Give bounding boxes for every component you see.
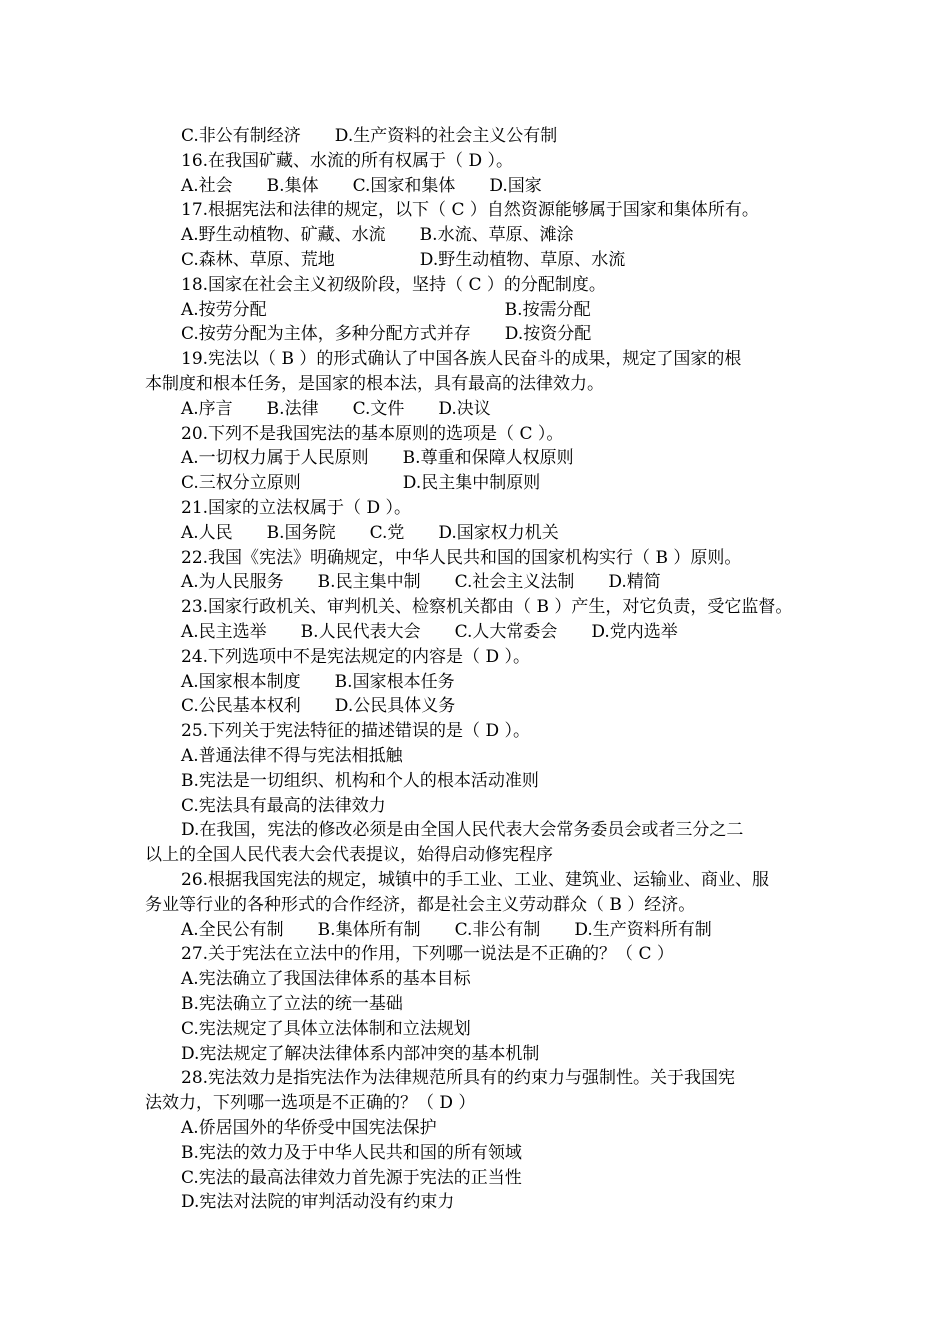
text-line: A.为人民服务 B.民主集中制 C.社会主义法制 D.精简 — [181, 572, 661, 593]
text-line: 21.国家的立法权属于（ D ）。 — [181, 498, 411, 518]
text-line: A.社会 B.集体 C.国家和集体 D.国家 — [181, 175, 542, 196]
text-line: D.宪法对法院的审判活动没有约束力 — [181, 1192, 455, 1213]
text-line: 16.在我国矿藏、水流的所有权属于（ D ）。 — [181, 150, 513, 171]
text-line: 17.根据宪法和法律的规定，以下（ C ）自然资源能够属于国家和集体所有。 — [181, 200, 759, 221]
text-line: C.按劳分配为主体，多种分配方式并存 D.按资分配 — [181, 324, 592, 345]
text-line: 25.下列关于宪法特征的描述错误的是（ D ）。 — [181, 721, 530, 742]
text-line: 24.下列选项中不是宪法规定的内容是（ D ）。 — [181, 646, 530, 667]
text-line: A.侨居国外的华侨受中国宪法保护 — [181, 1118, 437, 1138]
text-line: A.野生动植物、矿藏、水流 B.水流、草原、滩涂 — [181, 225, 574, 246]
text-line: 22.我国《宪法》明确规定，中华人民共和国的国家机构实行（ B ）原则。 — [181, 547, 742, 568]
text-line: B.宪法是一切组织、机构和个人的根本活动准则 — [181, 770, 539, 791]
text-line: A.序言 B.法律 C.文件 D.决议 — [181, 398, 491, 419]
text-line: 以上的全国人民代表大会代表提议，始得启动修宪程序 — [145, 845, 553, 866]
text-line: A.宪法确立了我国法律体系的基本目标 — [181, 969, 471, 990]
text-line: 23.国家行政机关、审判机关、检察机关都由（ B ）产生，对它负责，受它监督。 — [181, 597, 793, 618]
text-line: 19.宪法以（ B ）的形式确认了中国各族人民奋斗的成果，规定了国家的根 — [181, 349, 742, 370]
text-line: A.全民公有制 B.集体所有制 C.非公有制 D.生产资料所有制 — [181, 919, 712, 940]
text-line: 26.根据我国宪法的规定，城镇中的手工业、工业、建筑业、运输业、商业、服 — [181, 870, 770, 890]
text-line: A.一切权力属于人民原则 B.尊重和保障人权原则 — [181, 448, 574, 469]
text-line: D.宪法规定了解决法律体系内部冲突的基本机制 — [181, 1043, 540, 1064]
text-line: 法效力，下列哪一选项是不正确的？（ D ） — [145, 1093, 476, 1114]
text-line: 18.国家在社会主义初级阶段，坚持（ C ）的分配制度。 — [181, 274, 606, 295]
text-line: A.国家根本制度 B.国家根本任务 — [181, 671, 455, 692]
text-line: A.人民 B.国务院 C.党 D.国家权力机关 — [181, 522, 559, 543]
text-line: C.森林、草原、荒地 D.野生动植物、草原、水流 — [181, 250, 626, 270]
text-line: A.普通法律不得与宪法相抵触 — [181, 746, 403, 766]
text-line: 本制度和根本任务，是国家的根本法，具有最高的法律效力。 — [145, 374, 604, 394]
text-line: C.宪法的最高法律效力首先源于宪法的正当性 — [181, 1167, 522, 1188]
text-line: 27.关于宪法在立法中的作用，下列哪一说法是不正确的？（ C ） — [181, 944, 674, 965]
text-line: 28.宪法效力是指宪法作为法律规范所具有的约束力与强制性。关于我国宪 — [181, 1068, 736, 1089]
text-line: B.宪法确立了立法的统一基础 — [181, 994, 403, 1014]
text-line: A.民主选举 B.人民代表大会 C.人大常委会 D.党内选举 — [181, 622, 678, 642]
text-line: D.在我国，宪法的修改必须是由全国人民代表大会常务委员会或者三分之二 — [181, 820, 744, 841]
text-line: C.宪法具有最高的法律效力 — [181, 795, 386, 816]
text-line: C.三权分立原则 D.民主集中制原则 — [181, 473, 541, 494]
text-line: 务业等行业的各种形式的合作经济，都是社会主义劳动群众（ B ）经济。 — [145, 894, 696, 915]
text-line: 20.下列不是我国宪法的基本原则的选项是（ C ）。 — [181, 423, 564, 444]
text-line: B.宪法的效力及于中华人民共和国的所有领域 — [181, 1142, 522, 1163]
text-line: C.非公有制经济 D.生产资料的社会主义公有制 — [181, 126, 558, 146]
text-line: C.宪法规定了具体立法体制和立法规划 — [181, 1018, 471, 1039]
text-line: A.按劳分配 B.按需分配 — [181, 299, 591, 320]
text-line: C.公民基本权利 D.公民具体义务 — [181, 696, 456, 717]
